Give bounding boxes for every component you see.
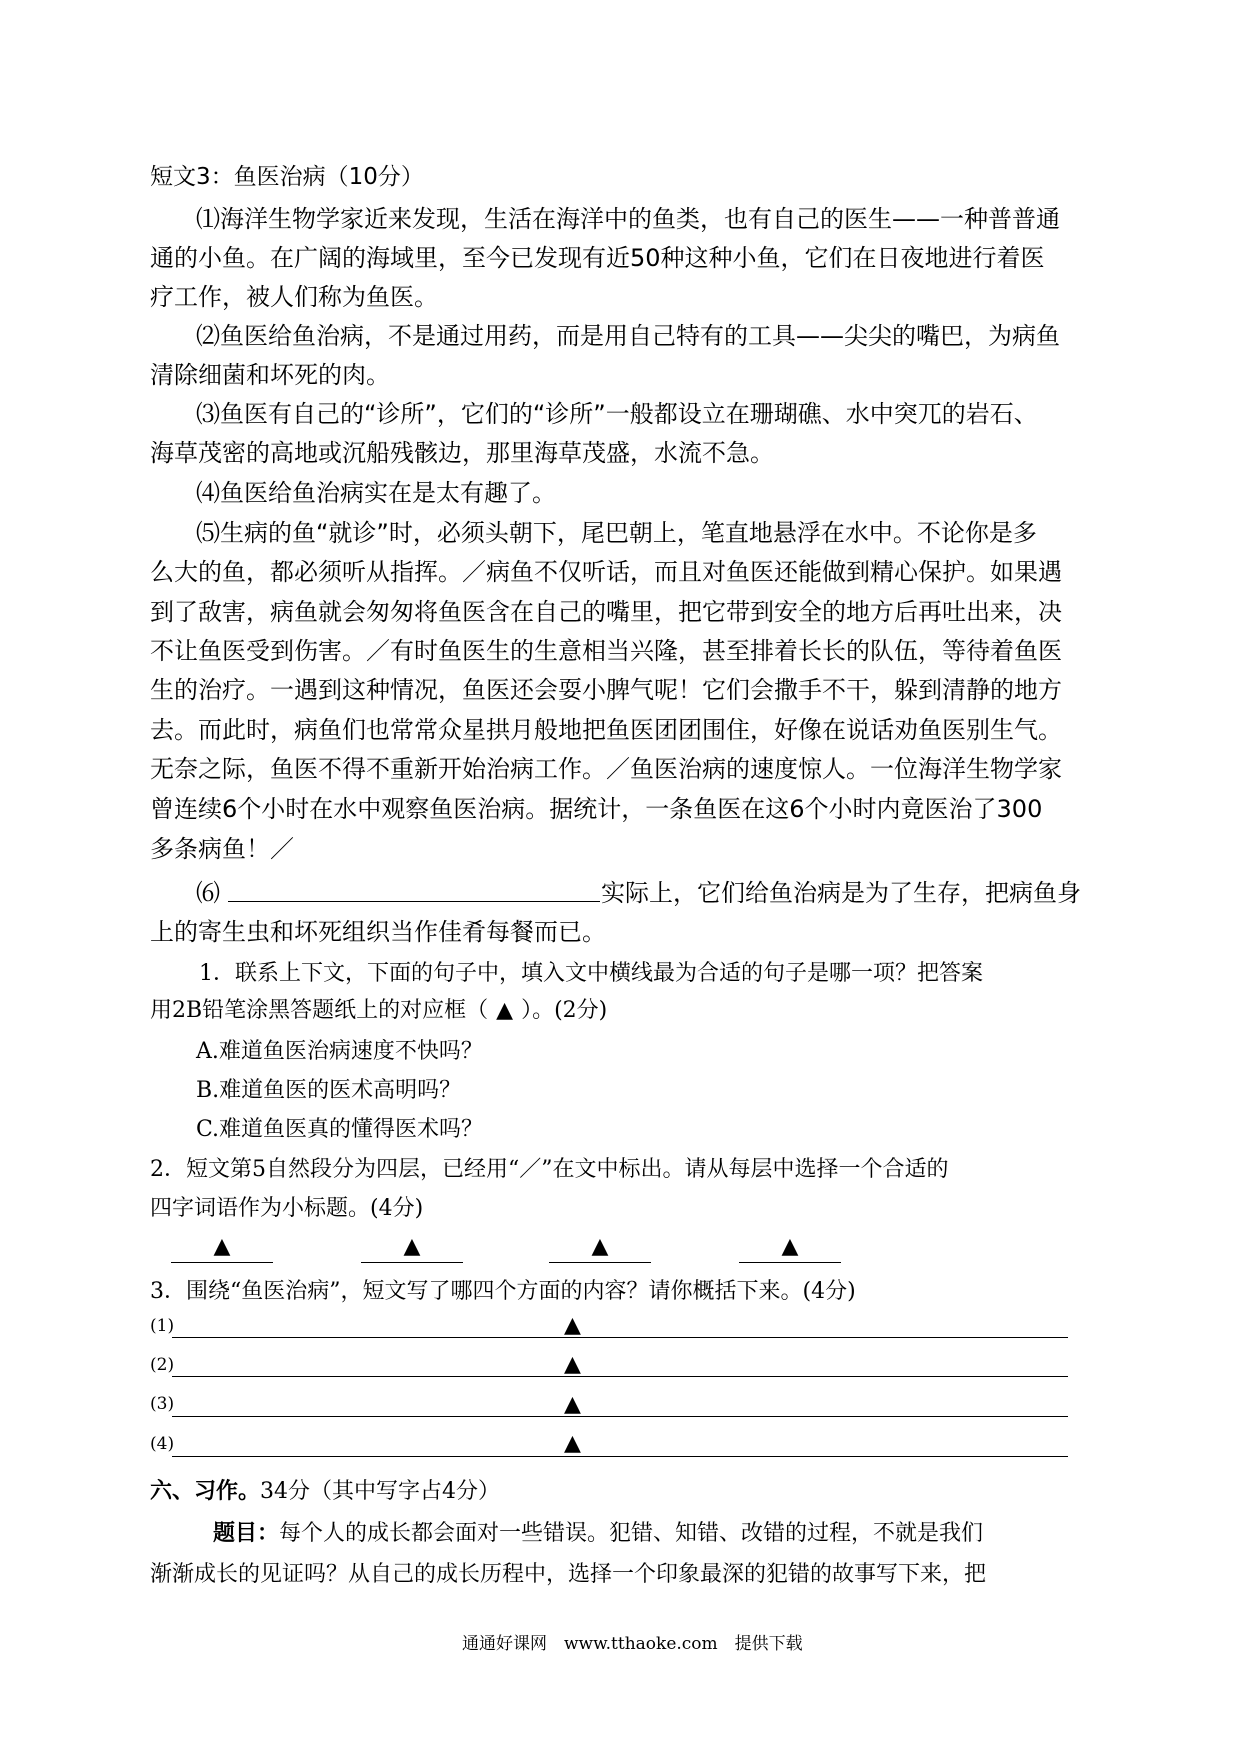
q1-text-line2 [150, 993, 607, 1024]
answer-triangle-icon: ▲ [564, 1352, 581, 1377]
q3-item-number: (2) [150, 1355, 175, 1375]
passage-line: 曾连续6个小时在水中观察鱼医治病。据统计，一条鱼医在这6个小时内竟医治了300 [150, 795, 1043, 823]
q3-answer-line[interactable] [172, 1337, 1068, 1338]
para6-line2: 上的寄生虫和坏死组织当作佳肴每餐而已。 [150, 918, 606, 946]
q1-option: C.难道鱼医真的懂得医术吗？ [196, 1117, 484, 1142]
passage-line: ⑷鱼医给鱼治病实在是太有趣了。 [196, 479, 556, 507]
passage-heading: 短文3：鱼医治病（10分） [150, 164, 424, 190]
passage-line: 么大的鱼，都必须听从指挥。／病鱼不仅听话，而且对鱼医还能做到精心保护。如果遇 [150, 558, 1062, 586]
q3-item-number: (4) [150, 1434, 175, 1454]
q2-answer-blank[interactable] [361, 1232, 463, 1263]
page-footer: 通通好课网 www.tthaoke.com 提供下载 [462, 1634, 803, 1654]
q2-text-line2: 四字词语作为小标题。(4分) [150, 1196, 424, 1221]
q1-text: 1．联系上下文，下面的句子中，填入文中横线最为合适的句子是哪一项？把答案 [199, 961, 983, 986]
fill-in-blank[interactable] [228, 871, 600, 902]
passage-line: 疗工作，被人们称为鱼医。 [150, 283, 438, 311]
passage-line: ⑸生病的鱼“就诊”时，必须头朝下，尾巴朝上，笔直地悬浮在水中。不论你是多 [196, 519, 1037, 547]
q1-option: B.难道鱼医的医术高明吗？ [196, 1078, 462, 1103]
q2-text: 2．短文第5自然段分为四层，已经用“／”在文中标出。请从每层中选择一个合适的 [150, 1157, 949, 1182]
section6-heading-rest: 34分（其中写字占4分） [260, 1479, 501, 1504]
answer-triangle-icon: ▲ [213, 1234, 231, 1259]
para6-text: 实际上，它们给鱼治病是为了生存，把病鱼身 [601, 879, 1081, 907]
section6-title-text: 每个人的成长都会面对一些错误。犯错、知错、改错的过程，不就是我们 [279, 1521, 984, 1546]
q3-answer-line[interactable] [172, 1416, 1068, 1417]
passage-line: 去。而此时，病鱼们也常常众星拱月般地把鱼医团团围住，好像在说话劝鱼医别生气。 [150, 716, 1062, 744]
section6-title-label: 题目： [213, 1520, 280, 1546]
answer-triangle-icon: ▲ [564, 1431, 581, 1456]
q2-answer-blank[interactable] [171, 1232, 273, 1263]
passage-line: 不让鱼医受到伤害。／有时鱼医生的生意相当兴隆，甚至排着长长的队伍，等待着鱼医 [150, 637, 1062, 665]
passage-line: 通的小鱼。在广阔的海域里，至今已发现有近50种这种小鱼，它们在日夜地进行着医 [150, 244, 1045, 272]
answer-triangle-icon: ▲ [564, 1392, 581, 1417]
passage-line: 生的治疗。一遇到这种情况，鱼医还会耍小脾气呢！它们会撒手不干，躲到清静的地方 [150, 676, 1062, 704]
answer-triangle-icon: ▲ [781, 1234, 799, 1259]
q1-option: A.难道鱼医治病速度不快吗？ [196, 1039, 483, 1064]
q3-answer-line[interactable] [172, 1456, 1068, 1457]
q1-text-part: ）。(2分) [521, 998, 608, 1023]
passage-line: ⑶鱼医有自己的“诊所”，它们的“诊所”一般都设立在珊瑚礁、水中突兀的岩石、 [196, 400, 1038, 428]
section6-heading [150, 1474, 500, 1505]
answer-triangle-icon: ▲ [564, 1313, 581, 1338]
section6-prompt [213, 1516, 983, 1547]
q2-answer-blank[interactable] [549, 1232, 651, 1263]
passage-line: 到了敌害，病鱼就会匆匆将鱼医含在自己的嘴里，把它带到安全的地方后再吐出来，决 [150, 598, 1062, 626]
section6-prompt-line2: 渐渐成长的见证吗？从自己的成长历程中，选择一个印象最深的犯错的故事写下来，把 [150, 1562, 987, 1587]
passage-line: 清除细菌和坏死的肉。 [150, 361, 390, 389]
q3-item-number: (3) [150, 1394, 175, 1414]
q3-text: 3．围绕“鱼医治病”，短文写了哪四个方面的内容？请你概括下来。(4分) [150, 1279, 856, 1304]
q3-answer-line[interactable] [172, 1376, 1068, 1377]
q2-answer-blank[interactable] [739, 1232, 841, 1263]
q1-text-part: 用2B铅笔涂黑答题纸上的对应框（ [150, 998, 489, 1023]
answer-triangle-icon: ▲ [403, 1234, 421, 1259]
passage-line: 海草茂密的高地或沉船残骸边，那里海草茂盛，水流不急。 [150, 439, 774, 467]
para6-number: ⑹ [196, 879, 220, 907]
answer-triangle-icon: ▲ [591, 1234, 609, 1259]
answer-triangle-icon: ▲ [496, 998, 514, 1023]
q3-item-number: (1) [150, 1316, 175, 1336]
section6-heading-bold: 六、习作。 [150, 1478, 261, 1504]
passage-line: 多条病鱼！／ [150, 835, 294, 863]
passage-line: 无奈之际，鱼医不得不重新开始治病工作。／鱼医治病的速度惊人。一位海洋生物学家 [150, 755, 1062, 783]
passage-line: ⑵鱼医给鱼治病，不是通过用药，而是用自己特有的工具——尖尖的嘴巴，为病鱼 [196, 322, 1060, 350]
passage-line: ⑴海洋生物学家近来发现，生活在海洋中的鱼类，也有自己的医生——一种普普通 [196, 205, 1060, 233]
